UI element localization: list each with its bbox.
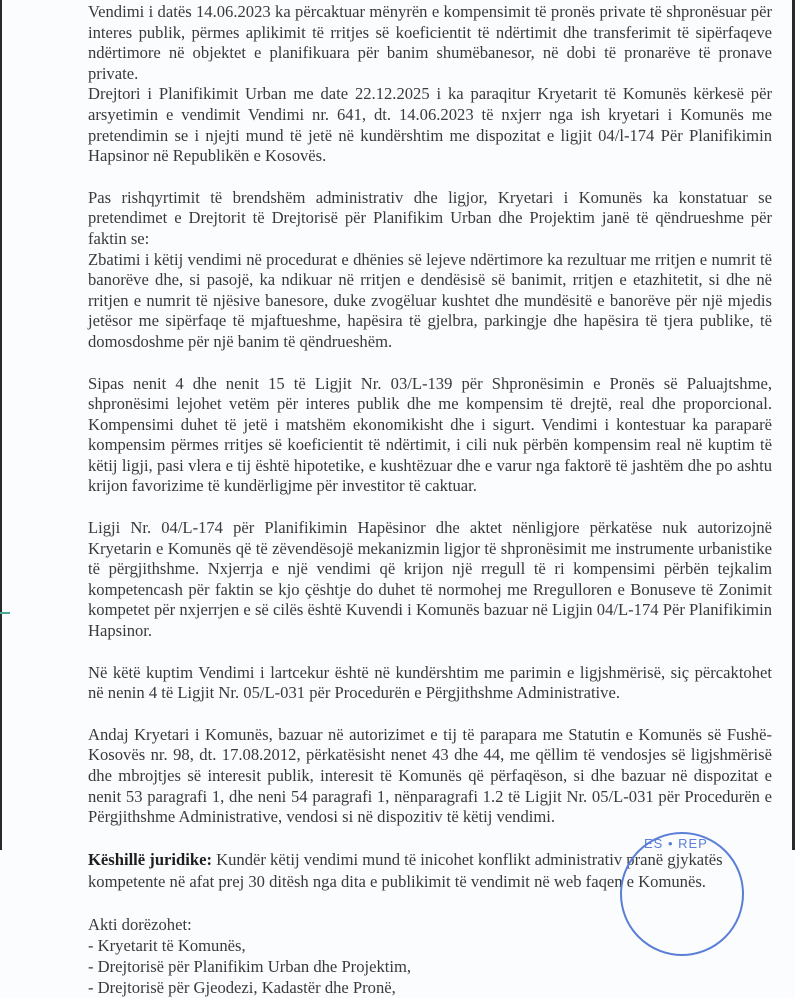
delivery-heading: Akti dorëzohet: <box>88 914 192 934</box>
paragraph-expropriation-law: Sipas nenit 4 dhe nenit 15 të Ligjit Nr. 03/L-139 për Shpronësimin e Pronës së Paluajtshme, shpronësimi lejohet vetëm për interes publik dhe me kompensim të drejtë, real dhe proporcional. Kompensimi duhet të jetë i matshëm ekonomikisht dhe i sigurt. Vendimi i kontestuar ka paraparë kompensim përmes rritjes së koeficientit të ndërtimit, i cili nuk përbën kompensim real në kuptim të këtij ligji, pasi vlera e tij është hipotetike, e kushtëzuar dhe e varur nga faktorë të jashtëm dhe po ashtu krijon favorizime të kundërligjme për investitor të caktuar. <box>88 373 772 496</box>
paragraph-legality: Në këtë kuptim Vendimi i lartcekur është në kundërshtim me parimin e ligjshmërisë, siç përcaktohet në nenin 4 të Ligjit Nr. 05/L-031 për Procedurën e Përgjithshme Administrative. <box>88 662 772 703</box>
delivery-item: - Drejtorisë për Gjeodezi, Kadastër dhe Pronë, <box>88 977 396 997</box>
paragraph-mayor-decision: Andaj Kryetari i Komunës, bazuar në autorizimet e tij të parapara me Statutin e Komunës së Fushë-Kosovës nr. 98, dt. 17.08.2012, përkatësisht nenet 43 dhe 44, me qëllim të vendosjes së ligjshmërisë dhe mbrojtjes së interesit publik, interesit të Komunës që përfaqëson, si dhe bazuar në dispozitat e nenit 53 paragrafi 1, dhe neni 54 paragrafi 1, nënparagrafi 1.2 të Ligjit Nr. 05/L-031 për Procedurën e Përgjithshme Administrative, vendosi si në dispozitiv të këtij vendimi. <box>88 724 772 827</box>
legal-advice-text: Kundër këtij vendimi mund të inicohet konflikt administrativ pranë gjykatës kompetente në afat prej 30 ditësh nga dita e publikimit të vendimit në web faqen e Komunës. <box>88 849 723 891</box>
paragraph-decision-date: Vendimi i datës 14.06.2023 ka përcaktuar mënyrën e kompensimit të pronës private të shpronësuar për interes publik, përmes aplikimit të rritjes së koeficientit të ndërtimit dhe transferimit të sipërfaqeve ndërtimore në objektet e planifikuara për banim shumëbanesor, në dobi të pronarëve të pronave private. <box>88 2 772 83</box>
paragraph-spatial-planning-law: Ligji Nr. 04/L-174 për Planifikimin Hapësinor dhe aktet nënligjore përkatëse nuk autorizojnë Kryetarin e Komunës që të zëvendësojë mekanizmin ligjor të shpronësimit me instrumente urbanistike të përgjithshme. Nxjerrja e një vendimi që krijon një rregull të ri kompensimi përbën tejkalim kompetencash për faktin se kjo çështje do duhet të normohej me Rregulloren e Bonuseve të Zonimit kompetet për nxjerrjen e së cilës është Kuvendi i Komunës bazuar në Ligjin 04/L-174 Për Planifikimin Hapsinor. <box>88 518 772 641</box>
paragraph-review: Pas rishqyrtimit të brendshëm administrativ dhe ligjor, Kryetari i Komunës ka konstatuar se pretendimet e Drejtorit të Drejtorisë për Planifikim Urban dhe Projektim janë të qëndrueshme për faktin se: <box>88 187 772 248</box>
scan-edge-left <box>0 0 2 850</box>
paragraph-implementation: Zbatimi i këtij vendimi në procedurat e dhënies së lejeve ndërtimore ka rezultuar me rritjen e numrit të banorëve dhe, si pasojë, ka ndikuar në rritjen e dendësisë së banimit, rritjen e etazhitetit, si dhe në rritjen e numrit të njësive banesore, duke zvogëluar kushtet dhe mundësitë e banorëve për një mjedis jetësor me sipërfaqe të mjaftueshme, hapësira të gjelbra, parkingje dhe hapësira të tjera publike, të domosdoshme për një banim të qëndrueshëm. <box>88 249 772 351</box>
stamp-text: ES • REP <box>644 836 708 851</box>
legal-advice-label: Këshillë juridike: <box>88 849 212 869</box>
scan-mark <box>0 612 10 614</box>
official-stamp <box>620 832 744 956</box>
paragraph-director-request: Drejtori i Planifikimit Urban me date 22.12.2025 i ka paraqitur Kryetarit të Komunës kërkesë për arsyetimin e vendimit Vendimi nr. 641, dt. 14.06.2023 të nxjerr nga ish kryetari i Komunës me pretendimin se i njejti mund të jetë në kundërshtim me dispozitat e ligjit 04/l-174 Për Planifikimin Hapsinor në Republikën e Kosovës. <box>88 84 772 166</box>
delivery-item: - Drejtorisë për Planifikim Urban dhe Projektim, <box>88 956 412 976</box>
delivery-item: - Kryetarit të Komunës, <box>88 935 246 955</box>
